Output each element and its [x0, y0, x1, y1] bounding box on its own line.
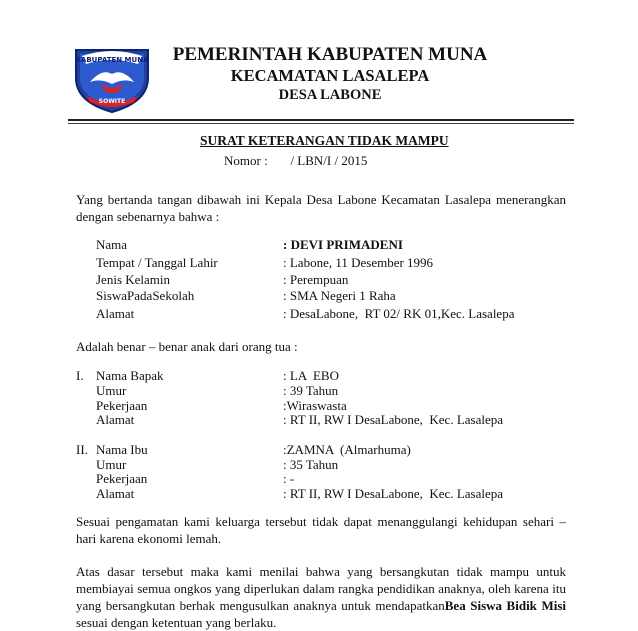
father-value-age: : 39 Tahun: [283, 383, 339, 398]
document-number: Nomor : / LBN/I / 2015: [224, 153, 368, 168]
observation-paragraph: Sesuai pengamatan kami keluarga tersebut tidak dapat menanggulangi kehidupan sehari – hari karena ekonomi lemah.: [76, 514, 566, 546]
father-value-job: :Wiraswasta: [283, 398, 347, 413]
parents-intro: Adalah benar – benar anak dari orang tua :: [76, 339, 298, 354]
document-title: SURAT KETERANGAN TIDAK MAMPU: [200, 133, 449, 148]
mother-label-job: Pekerjaan: [96, 471, 148, 486]
person-label-gender: Jenis Kelamin: [96, 272, 171, 287]
person-value-address: : DesaLabone, RT 02/ RK 01,Kec. Lasalepa: [283, 306, 515, 321]
father-value-address: : RT II, RW I DesaLabone, Kec. Lasalepa: [283, 412, 504, 427]
logo-top-text: KABUPATEN MUNA: [75, 56, 149, 64]
mother-number: II.: [76, 442, 88, 457]
mother-label-address: Alamat: [96, 486, 135, 501]
logo-bottom-text: SOWITE: [98, 98, 126, 105]
mother-label-age: Umur: [96, 457, 127, 472]
person-label-school: SiswaPadaSekolah: [96, 288, 195, 303]
conclusion-text-b: sesuai dengan ketentuan yang berlaku.: [76, 615, 277, 630]
father-label-age: Umur: [96, 383, 127, 398]
father-label-address: Alamat: [96, 412, 135, 427]
mother-label-name: Nama Ibu: [96, 442, 148, 457]
header-line-1: PEMERINTAH KABUPATEN MUNA: [172, 44, 488, 65]
father-label-job: Pekerjaan: [96, 398, 148, 413]
person-label-address: Alamat: [96, 306, 135, 321]
header-line-3: DESA LABONE: [278, 87, 382, 103]
header-rule-thick: [68, 119, 574, 121]
mother-value-name: :ZAMNA (Almarhuma): [283, 442, 411, 457]
person-label-ttl: Tempat / Tanggal Lahir: [96, 255, 218, 270]
mother-value-address: : RT II, RW I DesaLabone, Kec. Lasalepa: [283, 486, 504, 501]
father-number: I.: [76, 368, 84, 383]
person-value-nama: : DEVI PRIMADENI: [283, 237, 403, 252]
father-value-name: : LA EBO: [283, 368, 339, 383]
father-label-name: Nama Bapak: [96, 368, 164, 383]
mother-value-job: : -: [283, 471, 295, 486]
scholarship-name: Bea Siswa Bidik Misi: [444, 598, 567, 613]
header-line-2: KECAMATAN LASALEPA: [230, 66, 430, 85]
kabupaten-muna-logo: [72, 44, 152, 114]
conclusion-text-a: Atas dasar tersebut maka kami menilai bahwa yang bersangkutan tidak mampu untuk membiayai semua ongkos yang diperlukan dalam rangka pendidikan anaknya, oleh karena itu yang bersangkutan berhak mengusulkan anaknya untuk mendapatkan: [76, 564, 566, 613]
header-rule-thin: [68, 123, 574, 124]
person-label-nama: Nama: [96, 237, 128, 252]
person-value-ttl: : Labone, 11 Desember 1996: [283, 255, 434, 270]
intro-paragraph: Yang bertanda tangan dibawah ini Kepala Desa Labone Kecamatan Lasalepa menerangkan dengan sebenarnya bahwa :: [76, 192, 566, 224]
conclusion-paragraph: [76, 563, 566, 631]
mother-value-age: : 35 Tahun: [283, 457, 339, 472]
person-value-school: : SMA Negeri 1 Raha: [283, 288, 396, 303]
person-value-gender: : Perempuan: [283, 272, 349, 287]
